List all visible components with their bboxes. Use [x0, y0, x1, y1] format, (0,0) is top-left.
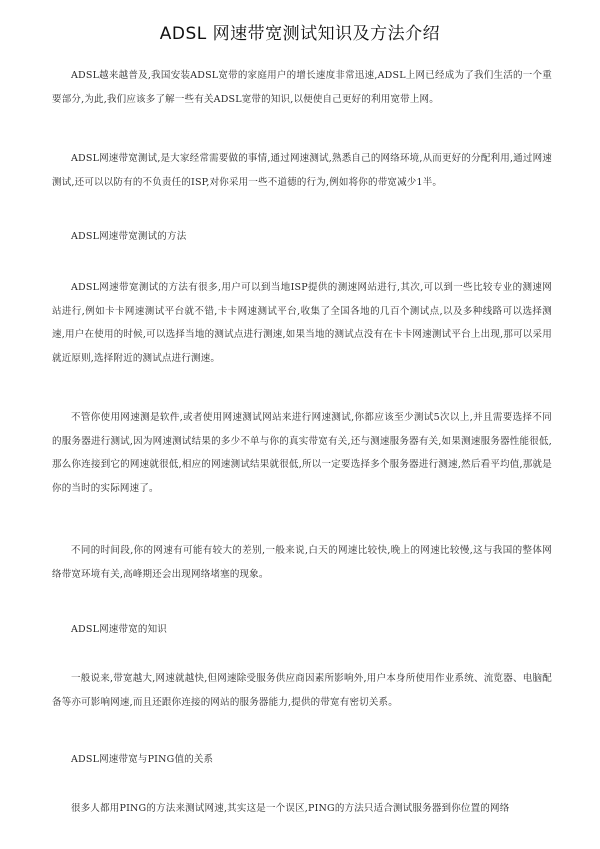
paragraph-time-of-day: 不同的时间段,你的网速有可能有较大的差别,一般来说,白天的网速比较快,晚上的网速比较慢,这与我国的整体网络带宽环境有关,高峰期还会出现网络堵塞的现象。	[52, 545, 552, 580]
section-heading-bandwidth-knowledge: ADSL网速带宽的知识	[71, 624, 167, 635]
paragraph-speed-test-purpose: ADSL网速带宽测试,是大家经常需要做的事情,通过网速测试,熟悉自己的网络环境,从而更好的分配利用,通过网速测试,还可以以防有的不负责任的ISP,对你采用一些不道德的行为,例如将你的带宽减少1半。	[52, 153, 552, 188]
section-heading-test-methods: ADSL网速带宽测试的方法	[71, 231, 187, 242]
paragraph-ping-misconception: 很多人都用PING的方法来测试网速,其实这是一个误区,PING的方法只适合测试服务器到你位置的网络	[71, 803, 510, 814]
page-title: ADSL 网速带宽测试知识及方法介绍	[159, 24, 441, 44]
paragraph-test-methods: ADSL网速带宽测试的方法有很多,用户可以到当地ISP提供的测速网站进行,其次,可以到一些比较专业的测速网站进行,例如卡卡网速测试平台就不错,卡卡网速测试平台,收集了全国各地的几百个测试点,以及多种线路可以选择测速,用户在使用的时候,可以选择当地的测试点进行测速,如果当地的测试点没有在卡卡网速测试平台上出现,那可以采用就近原则,选择附近的测试点进行测速。	[52, 282, 552, 364]
section-heading-ping-relation: ADSL网速带宽与PING值的关系	[71, 754, 214, 765]
paragraph-adsl-popularity: ADSL越来越普及,我国安装ADSL宽带的家庭用户的增长速度非常迅速,ADSL上网已经成为了我们生活的一个重要部分,为此,我们应该多了解一些有关ADSL宽带的知识,以便使自己更好的利用宽带上网。	[52, 70, 552, 105]
paragraph-bandwidth-factors: 一般说来,带宽越大,网速就越快,但网速除受服务供应商因素所影响外,用户本身所使用作业系统、流览器、电脑配备等亦可影响网速,而且还跟你连接的网站的服务器能力,提供的带宽有密切关系。	[52, 673, 552, 708]
paragraph-multiple-servers: 不管你使用网速测是软件,或者使用网速测试网站来进行网速测试,你都应该至少测试5次以上,并且需要选择不同的服务器进行测试,因为网速测试结果的多少不单与你的真实带宽有关,还与测速服务器有关,如果测速服务器性能很低,那么你连接到它的网速就很低,相应的网速测试结果就很低,所以一定要选择多个服务器进行测速,然后看平均值,那就是你的当时的实际网速了。	[52, 412, 552, 494]
